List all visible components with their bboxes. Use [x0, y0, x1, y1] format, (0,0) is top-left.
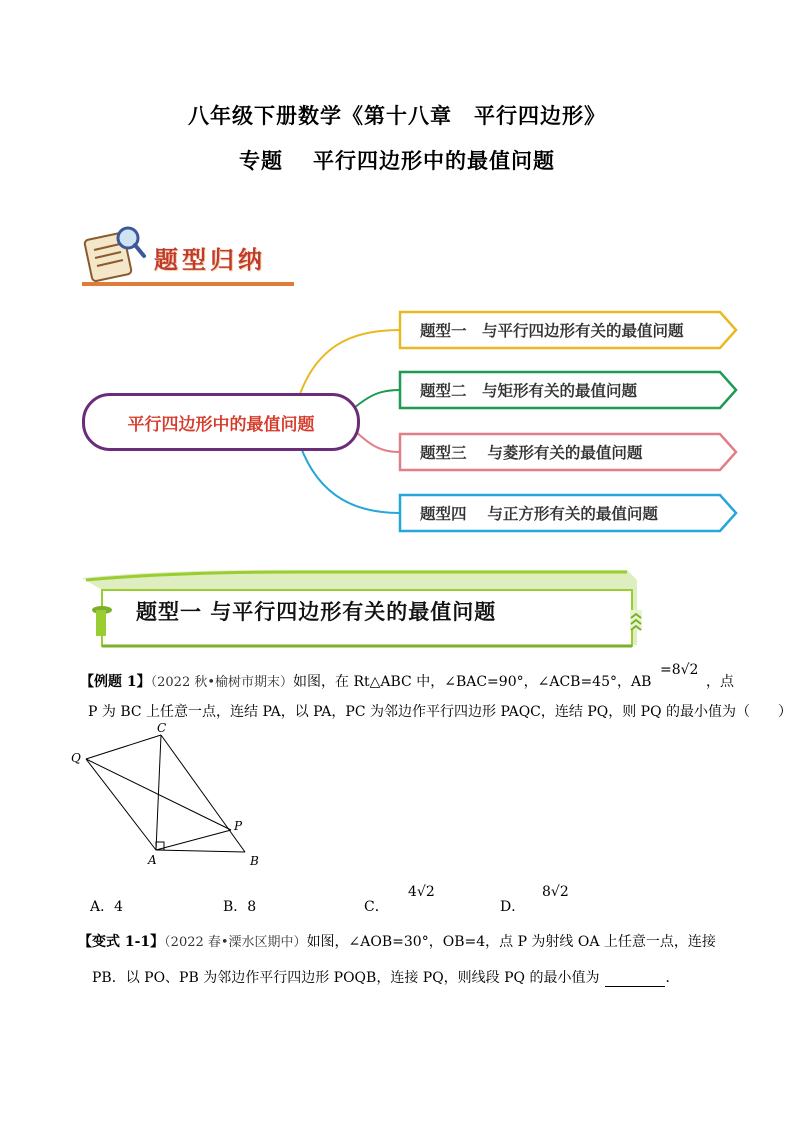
variant1-line2	[92, 967, 679, 987]
option-a: A．4	[90, 899, 124, 915]
example1-line2: P 为 BC 上任意一点，连结 PA，以 PA，PC 为邻边作平行四边形 PAQC，连结 PQ，则 PQ 的最小值为（ ）	[88, 704, 793, 720]
variant1-line2-tail: ．	[665, 970, 680, 986]
document-title: 八年级下册数学《第十八章 平行四边形》	[188, 103, 606, 128]
option-d-value: 8√2	[542, 884, 569, 900]
option-b: B．8	[223, 899, 257, 915]
variant1-tag: 【变式 1-1】	[78, 934, 165, 950]
branch-type-2	[400, 370, 730, 410]
mind-map-center: 平行四边形中的最值问题	[82, 393, 360, 451]
subtitle-prefix: 专题	[239, 148, 283, 173]
option-c-value: 4√2	[408, 884, 435, 900]
example1-figure	[68, 722, 268, 872]
banner-title: 题型一 与平行四边形有关的最值问题	[136, 599, 497, 624]
branch-type-4-label: 题型四 与正方形有关的最值问题	[420, 505, 658, 523]
branch-type-1-label: 题型一 与平行四边形有关的最值问题	[420, 322, 684, 340]
variant1-source: （2022 春•溧水区期中）	[164, 935, 307, 950]
subtitle-main: 平行四边形中的最值问题	[313, 148, 555, 173]
document-subtitle	[0, 145, 794, 175]
branch-type-3-label: 题型三 与菱形有关的最值问题	[420, 444, 643, 462]
branch-type-4	[400, 493, 730, 533]
label-c: C	[157, 722, 167, 735]
section-header-underline	[82, 282, 294, 286]
example1-source: （2022 秋•榆树市期末）	[150, 675, 294, 690]
mind-map	[0, 300, 794, 540]
example1-line1-text: 如图，在 Rt△ABC 中，∠BAC=90°，∠ACB=45°，AB	[293, 674, 652, 690]
label-b: B	[250, 854, 259, 868]
label-p: P	[234, 819, 243, 833]
label-q: Q	[71, 751, 81, 765]
option-d: D．	[500, 899, 526, 915]
branch-type-1	[400, 310, 730, 350]
variant1-line1-text: 如图，∠AOB=30°，OB=4，点 P 为射线 OA 上任意一点，连接	[306, 934, 716, 950]
example1-ab-value: =8√2	[660, 662, 699, 678]
section-header-label: 题型归纳	[154, 246, 266, 274]
example1-tag: 【例题 1】	[80, 674, 151, 690]
example1-line1-tail: ，点	[706, 674, 734, 690]
variant1-line2-text: PB．以 PO、PB 为邻边作平行四边形 POQB，连接 PQ，则线段 PQ 的最小值为	[92, 970, 600, 986]
notepad-magnifier-icon	[82, 222, 152, 284]
example1-line1	[80, 671, 651, 691]
answer-blank[interactable]	[605, 972, 665, 987]
label-a: A	[148, 853, 157, 867]
branch-type-2-label: 题型二 与矩形有关的最值问题	[420, 382, 638, 400]
branch-type-3	[400, 432, 730, 472]
option-c: C．	[364, 899, 389, 915]
section-header	[82, 222, 294, 286]
variant1-line1	[78, 931, 716, 951]
section-banner	[82, 570, 652, 655]
